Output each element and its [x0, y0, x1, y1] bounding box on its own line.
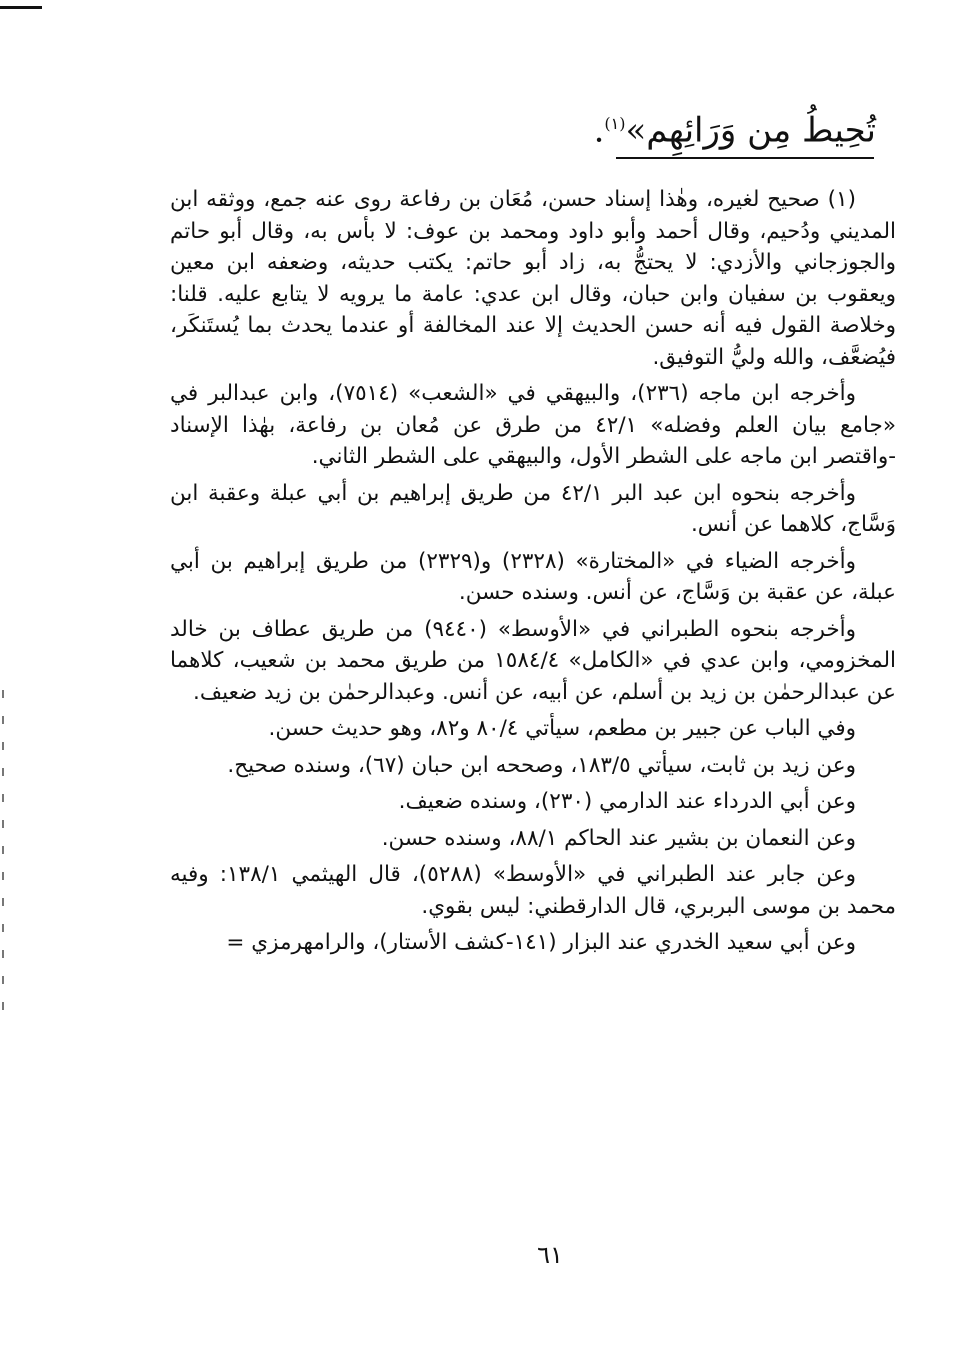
- footnote-separator: [616, 157, 874, 159]
- main-text-line: [594, 100, 876, 154]
- footnote-paragraph: وعن زيد بن ثابت، سيأتي ١٨٣/٥، وصححه ابن حبان (٦٧)، وسنده صحيح.: [227, 752, 856, 778]
- scan-margin-dashes: [2, 690, 4, 1020]
- footnote-paragraph: وعن جابر عند الطبراني في «الأوسط» (٥٢٨٨)، قال الهيثمي ١٣٨/١: وفيه محمد بن موسى البربري، قال الدارقطني: ليس بقوي.: [170, 862, 896, 919]
- main-text: تُحِيطُ مِن وَرَائِهِم»: [625, 110, 876, 151]
- footnote-paragraph: وعن أبي الدرداء عند الدارمي (٢٣٠)، وسنده ضعيف.: [398, 789, 856, 814]
- scan-corner-mark: [0, 6, 42, 9]
- footnotes-block: [170, 184, 896, 959]
- page-number: ٦١: [537, 1241, 563, 1269]
- footnote-paragraph: وأخرجه الضياء في «المختارة» (٢٣٢٨) و(٢٣٢٩) من طريق إبراهيم بن أبي عبلة، عن عقبة بن وَسَّاج، عن أنس. وسنده حسن.: [170, 548, 896, 605]
- footnote-reference: (١): [604, 114, 626, 133]
- main-text-period: .: [593, 110, 605, 151]
- footnote-paragraph: وعن أبي سعيد الخدري عند البزار (١٤١-كشف الأستار)، والرامهرمزي =: [226, 930, 856, 955]
- footnote-paragraph: (١) صحيح لغيره، وهٰذا إسناد حسن، مُعَان بن رفاعة روى عنه جمع، ووثقه ابن المديني ودُحيم، وقال أحمد وأبو داود ومحمد بن عوف: لا بأس به، وقال أبو حاتم والجوزجاني والأزدي: لا يحتجُّ به، زاد أبو حاتم: يكتب حديثه، وضعفه ابن معين ويعقوب بن سفيان وابن حبان، وقال ابن عدي: عامة ما يرويه لا يتابع عليه. قلنا: وخلاصة القول فيه أنه حسن الحديث إلا عند المخالفة أو عندما يحدث بما يُستَنكَر، فيُضعَّف، والله وليُّ التوفيق.: [170, 187, 896, 370]
- footnote-paragraph: وأخرجه بنحوه الطبراني في «الأوسط» (٩٤٤٠) من طريق عطاف بن خالد المخزومي، وابن عدي في «الكامل» ١٥٨٤/٤ من طريق محمد بن شعيب، كلاهما عن عبدالرحمٰن بن زيد بن أسلم، عن أبيه، عن أنس. وعبدالرحمٰن بن زيد ضعيف.: [170, 616, 897, 705]
- footnote-paragraph: وعن النعمان بن بشير عند الحاكم ٨٨/١، وسنده حسن.: [381, 825, 856, 851]
- footnote-paragraph: وفي الباب عن جبير بن مطعم، سيأتي ٨٠/٤ و٨٢، وهو حديث حسن.: [268, 716, 856, 741]
- footnote-paragraph: وأخرجه بنحوه ابن عبد البر ٤٢/١ من طريق إبراهيم بن أبي عبلة وعقبة ابن وَسَّاج، كلاهما عن أنس.: [170, 480, 896, 537]
- footnote-paragraph: وأخرجه ابن ماجه (٢٣٦)، والبيهقي في «الشعب» (٧٥١٤)، وابن عبدالبر في «جامع بيان العلم وفضله» ٤٢/١ من طرق عن مُعان بن رفاعة، بهٰذا الإسناد -واقتصر ابن ماجه على الشطر الأول، والبيهقي على الشطر الثاني.: [170, 381, 896, 469]
